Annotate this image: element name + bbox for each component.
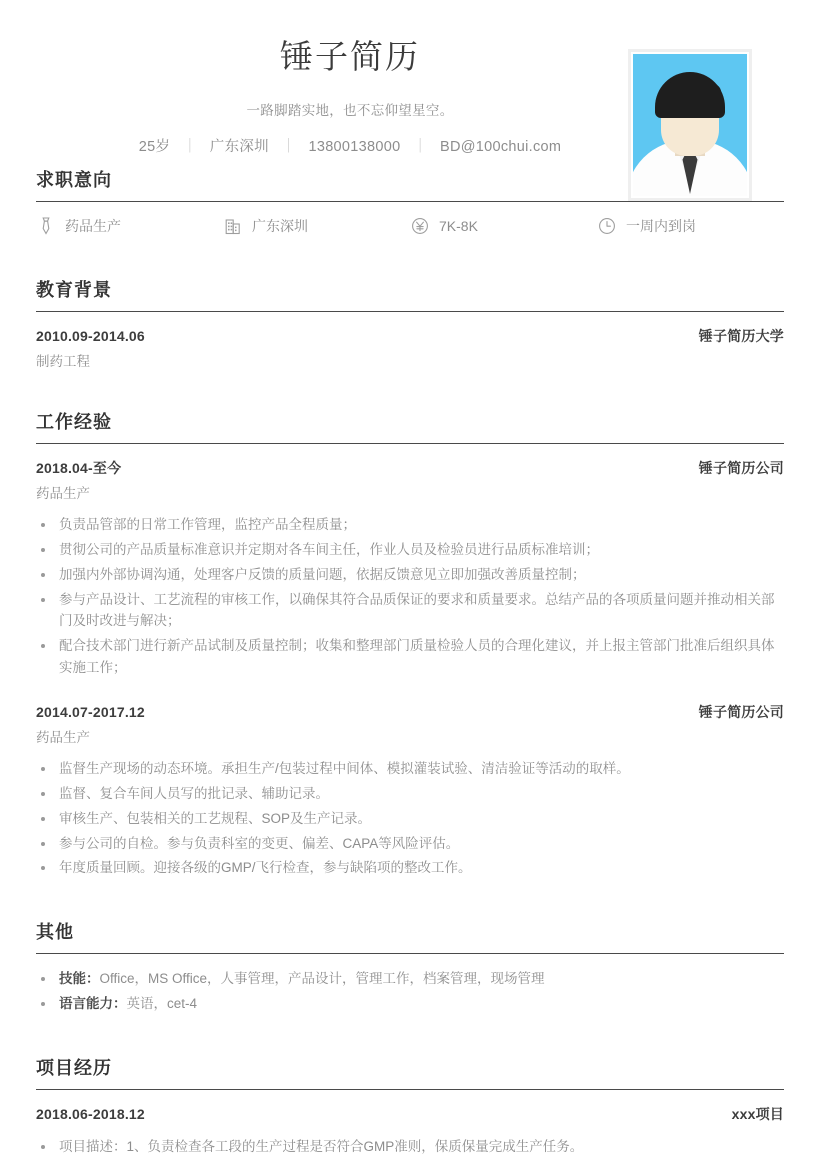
list-item-languages — [36, 993, 784, 1015]
avatar-hair-side — [709, 84, 721, 114]
contact-email: BD@100chui.com — [439, 139, 562, 156]
building-icon — [223, 216, 243, 236]
entry-header — [36, 702, 784, 722]
work-period: 2014.07-2017.12 — [36, 704, 145, 721]
work-company: 锤子简历公司 — [698, 704, 784, 721]
job-intent-salary — [410, 216, 597, 236]
job-intent-location-label: 广东深圳 — [252, 218, 308, 234]
section-work-experience — [36, 408, 784, 879]
job-intent-salary-label: 7K-8K — [439, 218, 478, 234]
job-intent-location — [223, 216, 410, 236]
contact-location: 广东深圳 — [209, 139, 269, 156]
work-duty-list — [36, 758, 784, 879]
job-intent-position-label: 药品生产 — [65, 218, 121, 234]
page-title: 锤子简历 — [280, 38, 420, 75]
contact-age: 25岁 — [138, 139, 171, 156]
list-item: 年度质量回顾。迎接各级的GMP/飞行检查，参与缺陷项的整改工作。 — [36, 857, 784, 879]
job-intent-availability-label: 一周内到岗 — [626, 218, 696, 234]
list-item-skills — [36, 968, 784, 990]
education-school: 锤子简历大学 — [698, 328, 784, 344]
work-duty-list — [36, 514, 784, 679]
contact-phone: 13800138000 — [308, 139, 401, 156]
contact-separator: ｜ — [182, 139, 198, 156]
spacer — [36, 682, 784, 702]
list-item: 加强内外部协调沟通，处理客户反馈的质量问题，依据反馈意见立即加强改善质量控制； — [36, 564, 784, 586]
list-item: 贯彻公司的产品质量标准意识并定期对各车间主任，作业人员及检验员进行品质标准培训； — [36, 539, 784, 561]
job-intent-position — [36, 216, 223, 236]
work-role: 药品生产 — [36, 730, 90, 746]
work-entry — [36, 702, 784, 879]
project-entry — [36, 1104, 784, 1158]
contact-separator: ｜ — [281, 139, 297, 156]
entry-header — [36, 1104, 784, 1124]
section-divider — [36, 953, 784, 954]
work-period: 2018.04-至今 — [36, 460, 122, 476]
tie-icon — [36, 216, 56, 236]
section-title-project: 项目经历 — [36, 1058, 112, 1079]
languages-value: 英语，cet-4 — [126, 996, 198, 1012]
list-item: 审核生产、包装相关的工艺规程、SOP及生产记录。 — [36, 808, 784, 830]
languages-label: 语言能力： — [59, 996, 127, 1012]
skills-value: Office，MS Office，人事管理，产品设计，管理工作，档案管理，现场管理 — [99, 971, 545, 987]
list-item: 配合技术部门进行新产品试制及质量控制；收集和整理部门质量检验人员的合理化建议，并上报主管部门批准后组织具体实施工作； — [36, 635, 784, 679]
job-intent-row — [36, 216, 784, 236]
education-entry — [36, 326, 784, 370]
section-divider — [36, 1089, 784, 1090]
header-slogan: 一路脚踏实地，也不忘仰望星空。 — [246, 103, 454, 119]
project-period: 2018.06-2018.12 — [36, 1106, 145, 1123]
resume-header — [36, 0, 784, 160]
spacer — [36, 882, 784, 912]
spacer — [36, 372, 784, 402]
list-item: 参与产品设计、工艺流程的审核工作，以确保其符合品质保证的要求和质量要求。总结产品的各项质量问题并推动相关部门及时改进与解决； — [36, 589, 784, 633]
section-title-job-intent: 求职意向 — [36, 170, 112, 190]
list-item: 监督、复合车间人员写的批记录、辅助记录。 — [36, 783, 784, 805]
section-title-work: 工作经验 — [36, 412, 112, 432]
entry-header — [36, 458, 784, 478]
job-intent-availability — [597, 216, 784, 236]
avatar-illustration — [633, 54, 747, 196]
list-item: 监督生产现场的动态环境。承担生产/包装过程中间体、模拟灌装试验、清洁验证等活动的取样。 — [36, 758, 784, 780]
yen-circle-icon — [410, 216, 430, 236]
avatar — [628, 49, 752, 201]
contact-separator: ｜ — [412, 139, 428, 156]
list-item: 负责品管部的日常工作管理，监控产品全程质量； — [36, 514, 784, 536]
section-divider — [36, 443, 784, 444]
list-item: 参与公司的自检。参与负责科室的变更、偏差、CAPA等风险评估。 — [36, 833, 784, 855]
project-description-list — [36, 1136, 784, 1158]
list-item: 项目描述：1、负责检查各工段的生产过程是否符合GMP准则，保质保量完成生产任务。 — [36, 1136, 784, 1158]
section-title-education: 教育背景 — [36, 280, 112, 300]
clock-icon — [597, 216, 617, 236]
section-divider — [36, 201, 784, 202]
section-education — [36, 276, 784, 370]
contact-line — [36, 135, 664, 156]
section-other — [36, 918, 784, 1015]
project-name: xxx项目 — [731, 1106, 784, 1123]
spacer — [36, 1018, 784, 1048]
section-project — [36, 1054, 784, 1158]
spacer — [36, 240, 784, 270]
section-divider — [36, 311, 784, 312]
skills-label: 技能： — [59, 971, 100, 987]
work-company: 锤子简历公司 — [698, 460, 784, 476]
work-entry — [36, 458, 784, 679]
work-role: 药品生产 — [36, 486, 90, 501]
section-title-other: 其他 — [36, 922, 74, 943]
education-major: 制药工程 — [36, 354, 90, 369]
other-list — [36, 968, 784, 1015]
entry-header — [36, 326, 784, 346]
education-period: 2010.09-2014.06 — [36, 328, 145, 344]
